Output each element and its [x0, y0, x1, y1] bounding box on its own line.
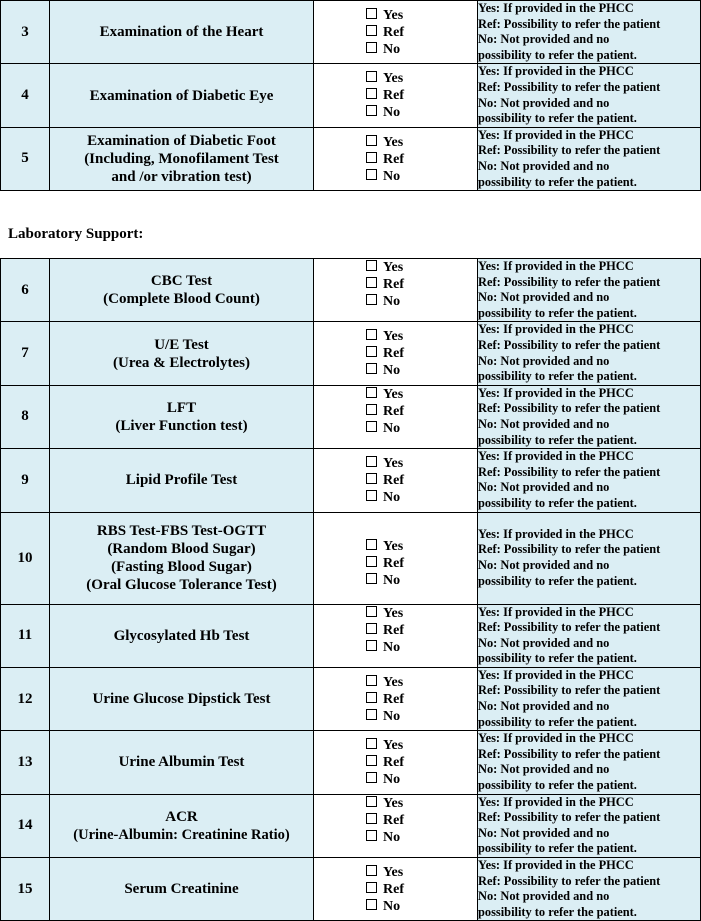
option-label-no: No — [383, 420, 401, 436]
legend-line-no-a: No: Not provided and no — [478, 158, 610, 173]
test-name-line: and /or vibration test) — [111, 168, 252, 185]
options-cell — [314, 604, 478, 667]
test-name-line: (Including, Monofilament Test — [84, 150, 279, 167]
legend-line-yes: Yes: If provided in the PHCC — [478, 667, 634, 682]
test-name-line: (Liver Function test) — [115, 417, 248, 434]
test-name-cell — [50, 794, 314, 857]
test-name-line: (Urine-Albumin: Creatinine Ratio) — [73, 826, 290, 843]
row-number: 9 — [1, 449, 50, 512]
test-name-line: CBC Test — [150, 273, 213, 290]
laboratory-support-table — [0, 258, 701, 921]
row-number: 7 — [1, 322, 50, 385]
table-row — [1, 858, 701, 921]
test-name-cell — [50, 604, 314, 667]
legend-cell — [478, 322, 701, 385]
test-name-line: (Oral Glucose Tolerance Test) — [86, 577, 277, 593]
table-row — [1, 322, 701, 385]
legend-line-yes: Yes: If provided in the PHCC — [478, 385, 634, 400]
legend-cell — [478, 449, 701, 512]
legend-cell — [478, 512, 701, 604]
legend-line-no-a: No: Not provided and no — [478, 95, 610, 110]
option-label-no: No — [383, 899, 401, 914]
row-number: 15 — [1, 858, 50, 921]
option-label-yes: Yes — [383, 8, 404, 23]
checkbox-yes[interactable] — [366, 260, 377, 271]
checkbox-yes[interactable] — [366, 539, 377, 550]
option-label-ref: Ref — [383, 882, 404, 897]
legend-cell — [478, 259, 701, 322]
option-label-yes: Yes — [383, 605, 404, 621]
legend-line-no-b: possibility to refer the patient. — [478, 174, 637, 189]
test-name-line: LFT — [166, 399, 197, 416]
option-no[interactable] — [366, 362, 404, 379]
legend-line-no-b: possibility to refer the patient. — [478, 369, 637, 384]
legend-line-ref: Ref: Possibility to refer the patient — [478, 683, 661, 698]
table-row — [1, 731, 701, 794]
option-label-no: No — [383, 572, 401, 588]
options-cell — [314, 731, 478, 794]
checkbox-no[interactable] — [366, 772, 377, 783]
legend-cell — [478, 604, 701, 667]
legend-line-ref: Ref: Possibility to refer the patient — [478, 143, 661, 158]
legend-line-no-b: possibility to refer the patient. — [478, 305, 637, 320]
option-yes[interactable] — [366, 70, 404, 87]
legend-line-no-b: possibility to refer the patient. — [478, 111, 637, 126]
legend-line-no-b: possibility to refer the patient. — [478, 841, 637, 856]
legend-line-no-a: No: Not provided and no — [478, 416, 610, 431]
legend-line-no-a: No: Not provided and no — [478, 762, 610, 777]
legend-line-yes: Yes: If provided in the PHCC — [478, 1, 634, 15]
option-no[interactable] — [366, 293, 404, 310]
option-ref[interactable] — [366, 472, 404, 489]
option-ref[interactable] — [366, 403, 404, 420]
checkbox-ref[interactable] — [366, 755, 377, 766]
option-ref[interactable] — [366, 691, 404, 708]
option-no[interactable] — [366, 168, 404, 185]
legend-line-no-a: No: Not provided and no — [478, 825, 610, 840]
test-name-cell — [50, 64, 314, 127]
test-name-line: (Complete Blood Count) — [103, 291, 260, 308]
options-cell — [314, 127, 478, 190]
checkbox-yes[interactable] — [366, 329, 377, 340]
option-label-ref: Ref — [383, 346, 404, 362]
option-label-no: No — [383, 168, 401, 184]
checkbox-no[interactable] — [366, 573, 377, 584]
options-cell — [314, 385, 478, 448]
legend-line-ref: Ref: Possibility to refer the patient — [478, 873, 661, 888]
option-label-yes: Yes — [383, 795, 404, 811]
checkbox-ref[interactable] — [366, 692, 377, 703]
options-cell — [314, 794, 478, 857]
option-label-no: No — [383, 105, 401, 121]
checkbox-ref[interactable] — [366, 88, 377, 99]
legend-line-no-b: possibility to refer the patient. — [478, 573, 637, 588]
options-cell — [314, 449, 478, 512]
options-cell — [314, 667, 478, 730]
option-label-no: No — [383, 42, 401, 57]
legend-line-yes: Yes: If provided in the PHCC — [478, 604, 634, 619]
option-label-ref: Ref — [383, 25, 404, 40]
test-name-cell — [50, 512, 314, 604]
table-row — [1, 259, 701, 322]
option-yes[interactable] — [366, 328, 404, 345]
legend-line-ref: Ref: Possibility to refer the patient — [478, 79, 661, 94]
legend-line-ref: Ref: Possibility to refer the patient — [478, 401, 661, 416]
legend-line-yes: Yes: If provided in the PHCC — [478, 64, 634, 79]
legend-line-yes: Yes: If provided in the PHCC — [478, 259, 634, 273]
legend-line-no-a: No: Not provided and no — [478, 699, 610, 714]
legend-line-yes: Yes: If provided in the PHCC — [478, 127, 634, 142]
option-label-yes: Yes — [383, 260, 404, 275]
legend-line-yes: Yes: If provided in the PHCC — [478, 794, 634, 809]
checkbox-yes[interactable] — [366, 865, 377, 876]
checkbox-yes[interactable] — [366, 135, 377, 146]
option-no[interactable] — [366, 489, 404, 506]
legend-cell — [478, 64, 701, 127]
test-name-line: Examination of the Heart — [99, 24, 264, 41]
checkbox-no[interactable] — [366, 294, 377, 305]
row-number: 6 — [1, 259, 50, 322]
checkbox-yes[interactable] — [366, 387, 377, 398]
checkbox-ref[interactable] — [366, 277, 377, 288]
test-name-line: (Random Blood Sugar) — [107, 541, 256, 557]
section-heading-laboratory-support: Laboratory Support: — [8, 226, 144, 242]
checkbox-yes[interactable] — [366, 606, 377, 617]
checkbox-no[interactable] — [366, 169, 377, 180]
legend-line-no-b: possibility to refer the patient. — [478, 714, 637, 729]
option-label-ref: Ref — [383, 88, 404, 104]
legend-line-yes: Yes: If provided in the PHCC — [478, 449, 634, 464]
test-name-cell — [50, 385, 314, 448]
legend-line-no-b: possibility to refer the patient. — [478, 651, 637, 666]
test-name-cell — [50, 127, 314, 190]
option-label-ref: Ref — [383, 755, 404, 771]
legend-cell — [478, 858, 701, 921]
legend-line-no-a: No: Not provided and no — [478, 290, 610, 305]
option-yes[interactable] — [366, 134, 404, 151]
legend-cell — [478, 731, 701, 794]
checkbox-ref[interactable] — [366, 152, 377, 163]
row-number: 4 — [1, 64, 50, 127]
test-name-line: Serum Creatinine — [124, 881, 239, 898]
test-name-cell — [50, 259, 314, 322]
checkbox-no[interactable] — [366, 709, 377, 720]
option-label-no: No — [383, 772, 401, 788]
legend-line-no-a: No: Not provided and no — [478, 480, 610, 495]
test-name-line: Urine Albumin Test — [118, 754, 245, 771]
legend-line-no-a: No: Not provided and no — [478, 889, 610, 904]
legend-line-yes: Yes: If provided in the PHCC — [478, 526, 634, 541]
test-name-line: U/E Test — [154, 336, 209, 353]
option-no[interactable] — [366, 572, 404, 589]
option-label-no: No — [383, 294, 401, 309]
table-row — [1, 794, 701, 857]
legend-line-no-a: No: Not provided and no — [478, 558, 610, 572]
legend-line-ref: Ref: Possibility to refer the patient — [478, 274, 661, 289]
checkbox-ref[interactable] — [366, 556, 377, 567]
row-number: 14 — [1, 794, 50, 857]
options-cell — [314, 259, 478, 322]
option-label-yes: Yes — [383, 134, 404, 150]
options-cell — [314, 512, 478, 604]
test-name-cell — [50, 667, 314, 730]
checkbox-no[interactable] — [366, 105, 377, 116]
option-no[interactable] — [366, 829, 404, 846]
legend-line-no-a: No: Not provided and no — [478, 32, 610, 47]
checkbox-no[interactable] — [366, 421, 377, 432]
checkbox-yes[interactable] — [366, 675, 377, 686]
option-no[interactable] — [366, 420, 404, 437]
option-label-ref: Ref — [383, 622, 404, 638]
checkbox-ref[interactable] — [366, 25, 377, 36]
table-row — [1, 512, 701, 604]
legend-line-ref: Ref: Possibility to refer the patient — [478, 542, 661, 557]
option-label-yes: Yes — [383, 386, 404, 402]
option-yes[interactable] — [366, 386, 404, 403]
row-number: 11 — [1, 604, 50, 667]
option-yes[interactable] — [366, 538, 404, 555]
row-number: 3 — [1, 1, 50, 64]
option-label-no: No — [383, 363, 401, 379]
clinical-examination-table — [0, 0, 701, 191]
checkbox-ref[interactable] — [366, 813, 377, 824]
row-number: 8 — [1, 385, 50, 448]
row-number: 10 — [1, 512, 50, 604]
legend-line-no-b: possibility to refer the patient. — [478, 495, 637, 510]
checkbox-no[interactable] — [366, 42, 377, 53]
option-yes[interactable] — [366, 674, 404, 691]
table-row — [1, 604, 701, 667]
option-no[interactable] — [366, 898, 404, 915]
option-yes[interactable] — [366, 455, 404, 472]
option-label-yes: Yes — [383, 71, 404, 87]
option-no[interactable] — [366, 104, 404, 121]
option-yes[interactable] — [366, 7, 404, 24]
checkbox-yes[interactable] — [366, 8, 377, 19]
test-name-cell — [50, 322, 314, 385]
legend-cell — [478, 667, 701, 730]
legend-line-yes: Yes: If provided in the PHCC — [478, 731, 634, 746]
option-no[interactable] — [366, 41, 404, 58]
option-ref[interactable] — [366, 151, 404, 168]
option-no[interactable] — [366, 771, 404, 788]
options-cell — [314, 858, 478, 921]
legend-cell — [478, 1, 701, 64]
option-yes[interactable] — [366, 259, 404, 276]
table-row — [1, 449, 701, 512]
checkbox-no[interactable] — [366, 490, 377, 501]
test-name-line: RBS Test-FBS Test-OGTT — [96, 523, 267, 539]
option-ref[interactable] — [366, 812, 404, 829]
options-cell — [314, 322, 478, 385]
legend-line-yes: Yes: If provided in the PHCC — [478, 858, 634, 872]
option-label-yes: Yes — [383, 865, 404, 880]
options-cell — [314, 64, 478, 127]
option-no[interactable] — [366, 639, 404, 656]
checkbox-no[interactable] — [366, 830, 377, 841]
option-ref[interactable] — [366, 24, 404, 41]
option-ref[interactable] — [366, 881, 404, 898]
legend-cell — [478, 385, 701, 448]
option-label-yes: Yes — [383, 329, 404, 345]
options-cell — [314, 1, 478, 64]
checkbox-no[interactable] — [366, 640, 377, 651]
option-yes[interactable] — [366, 864, 404, 881]
option-label-ref: Ref — [383, 277, 404, 292]
option-label-yes: Yes — [383, 538, 404, 554]
option-ref[interactable] — [366, 622, 404, 639]
option-label-no: No — [383, 829, 401, 845]
checkbox-ref[interactable] — [366, 473, 377, 484]
legend-line-no-a: No: Not provided and no — [478, 635, 610, 650]
option-label-no: No — [383, 708, 401, 724]
checkbox-ref[interactable] — [366, 882, 377, 893]
legend-line-no-b: possibility to refer the patient. — [478, 432, 637, 447]
option-yes[interactable] — [366, 737, 404, 754]
legend-cell — [478, 794, 701, 857]
legend-line-ref: Ref: Possibility to refer the patient — [478, 16, 661, 31]
option-label-ref: Ref — [383, 691, 404, 707]
table-row — [1, 385, 701, 448]
test-name-line: Examination of Diabetic Eye — [89, 87, 274, 104]
legend-line-ref: Ref: Possibility to refer the patient — [478, 464, 661, 479]
option-ref[interactable] — [366, 87, 404, 104]
test-name-cell — [50, 1, 314, 64]
test-name-line: Glycosylated Hb Test — [113, 627, 250, 644]
option-label-no: No — [383, 639, 401, 655]
test-name-cell — [50, 731, 314, 794]
test-name-line: Urine Glucose Dipstick Test — [92, 691, 271, 708]
table-row — [1, 64, 701, 127]
checkbox-yes[interactable] — [366, 796, 377, 807]
legend-line-no-a: No: Not provided and no — [478, 353, 610, 368]
table-row — [1, 667, 701, 730]
option-label-ref: Ref — [383, 151, 404, 167]
checkbox-no[interactable] — [366, 363, 377, 374]
test-name-line: Examination of Diabetic Foot — [87, 132, 276, 149]
option-label-ref: Ref — [383, 812, 404, 828]
row-number: 5 — [1, 127, 50, 190]
option-label-ref: Ref — [383, 555, 404, 571]
option-label-ref: Ref — [383, 403, 404, 419]
table-row — [1, 127, 701, 190]
test-name-line: (Urea & Electrolytes) — [113, 354, 250, 371]
legend-line-no-b: possibility to refer the patient. — [478, 778, 637, 793]
row-number: 12 — [1, 667, 50, 730]
option-ref[interactable] — [366, 754, 404, 771]
option-label-ref: Ref — [383, 473, 404, 489]
table-row — [1, 1, 701, 64]
option-yes[interactable] — [366, 795, 404, 812]
legend-line-yes: Yes: If provided in the PHCC — [478, 322, 634, 337]
option-no[interactable] — [366, 708, 404, 725]
checkbox-ref[interactable] — [366, 404, 377, 415]
option-label-yes: Yes — [383, 738, 404, 754]
legend-line-ref: Ref: Possibility to refer the patient — [478, 746, 661, 761]
legend-cell — [478, 127, 701, 190]
option-yes[interactable] — [366, 605, 404, 622]
checkbox-ref[interactable] — [366, 346, 377, 357]
option-label-yes: Yes — [383, 456, 404, 472]
row-number: 13 — [1, 731, 50, 794]
checkbox-no[interactable] — [366, 899, 377, 910]
checkbox-ref[interactable] — [366, 623, 377, 634]
option-ref[interactable] — [366, 345, 404, 362]
checkbox-yes[interactable] — [366, 456, 377, 467]
checkbox-yes[interactable] — [366, 738, 377, 749]
option-ref[interactable] — [366, 555, 404, 572]
test-name-cell — [50, 858, 314, 921]
option-label-no: No — [383, 490, 401, 506]
checkbox-yes[interactable] — [366, 71, 377, 82]
legend-line-no-b: possibility to refer the patient. — [478, 904, 637, 919]
test-name-line: Lipid Profile Test — [125, 472, 238, 489]
test-name-cell — [50, 449, 314, 512]
option-ref[interactable] — [366, 276, 404, 293]
legend-line-ref: Ref: Possibility to refer the patient — [478, 620, 661, 635]
option-label-yes: Yes — [383, 674, 404, 690]
legend-line-ref: Ref: Possibility to refer the patient — [478, 337, 661, 352]
legend-line-ref: Ref: Possibility to refer the patient — [478, 810, 661, 825]
test-name-line: (Fasting Blood Sugar) — [111, 559, 252, 575]
test-name-line: ACR — [165, 808, 198, 825]
legend-line-no-b: possibility to refer the patient. — [478, 47, 637, 62]
